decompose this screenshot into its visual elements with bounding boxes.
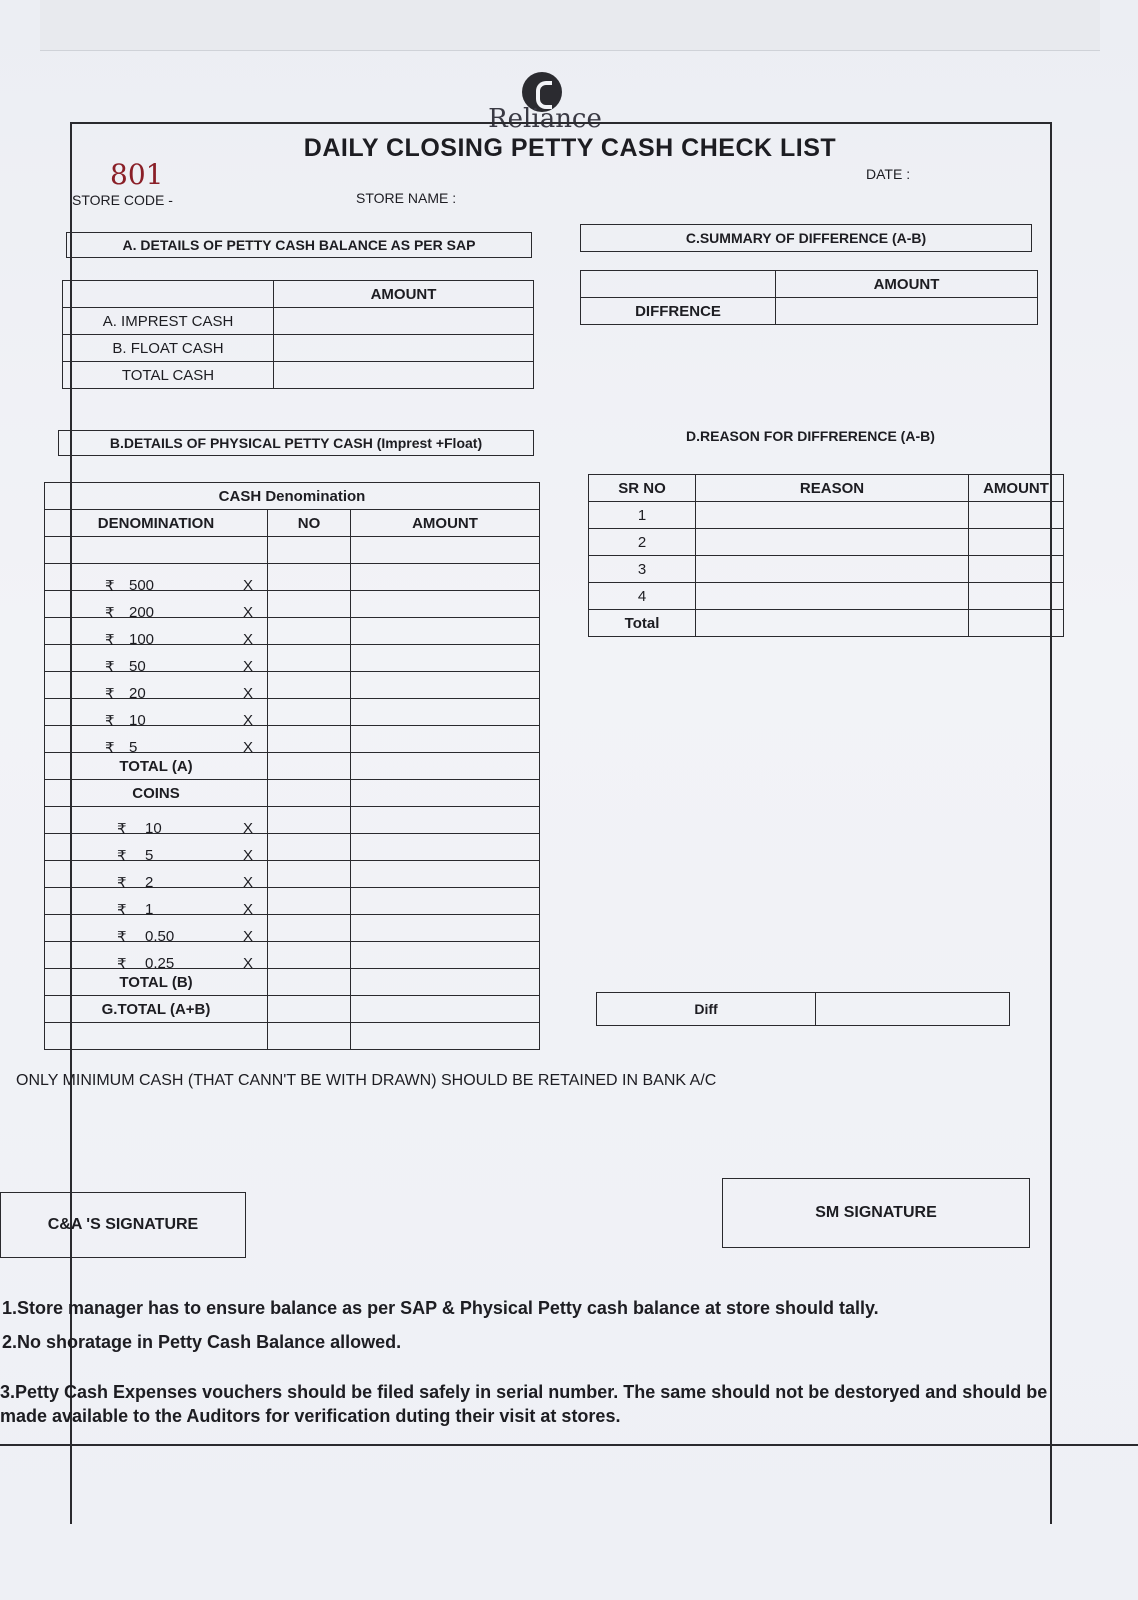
total-a-amount[interactable] <box>351 753 540 780</box>
rupee-icon: ₹ <box>105 578 115 595</box>
blank-cell <box>581 271 776 298</box>
note-denomination-cell <box>45 672 268 703</box>
note-row <box>45 618 540 645</box>
footer-note-3: 3.Petty Cash Expenses vouchers should be filed safely in serial number. The same should not be destoryed and should be <box>0 1382 1048 1402</box>
rupee-icon: ₹ <box>105 686 115 703</box>
amount-input-cell[interactable] <box>351 807 540 834</box>
rupee-icon: ₹ <box>105 740 115 757</box>
note-row <box>45 564 540 591</box>
multiply-icon: X <box>242 658 253 675</box>
note-denomination-cell <box>45 618 268 649</box>
denomination-value: 1 <box>145 901 154 918</box>
multiply-icon: X <box>242 928 253 945</box>
reason-row <box>589 556 1064 583</box>
reason-total-amount[interactable] <box>969 610 1064 637</box>
coins-no <box>268 780 351 807</box>
count-input-cell[interactable] <box>268 942 351 969</box>
count-input-cell[interactable] <box>268 807 351 834</box>
denomination-header: DENOMINATION <box>45 510 268 537</box>
amount-input-cell[interactable] <box>351 618 540 645</box>
coin-row <box>45 834 540 861</box>
reason-total-cell[interactable] <box>696 610 969 637</box>
underlying-page-edge <box>40 0 1100 51</box>
rupee-icon: ₹ <box>117 875 127 892</box>
note-denomination-cell <box>45 591 268 622</box>
rupee-icon: ₹ <box>117 848 127 865</box>
denomination-value: 10 <box>145 820 162 837</box>
total-cash-amount[interactable] <box>274 362 534 389</box>
amount-input-cell[interactable] <box>351 834 540 861</box>
rupee-icon: ₹ <box>105 605 115 622</box>
sr-no-cell: 4 <box>589 583 696 610</box>
total-b-label: TOTAL (B) <box>45 969 268 996</box>
grand-total-label: G.TOTAL (A+B) <box>45 996 268 1023</box>
diff-box <box>596 992 1010 1026</box>
reason-amount-cell[interactable] <box>969 556 1064 583</box>
multiply-icon: X <box>242 604 253 621</box>
denomination-value: 50 <box>129 658 146 675</box>
amount-input-cell[interactable] <box>351 699 540 726</box>
blank-cell <box>63 281 274 308</box>
section-a-heading: A. DETAILS OF PETTY CASH BALANCE AS PER SAP <box>66 232 532 258</box>
count-input-cell[interactable] <box>268 645 351 672</box>
diff-value[interactable] <box>816 993 1009 1025</box>
note-row <box>45 591 540 618</box>
footer-note-1: 1.Store manager has to ensure balance as per SAP & Physical Petty cash balance at store should tally. <box>2 1298 879 1318</box>
rupee-icon: ₹ <box>117 956 127 973</box>
sr-no-cell: 3 <box>589 556 696 583</box>
reason-row <box>589 583 1064 610</box>
difference-summary-table <box>580 270 1038 325</box>
reason-amount-cell[interactable] <box>969 529 1064 556</box>
denomination-value: 10 <box>129 712 146 729</box>
rupee-icon: ₹ <box>117 821 127 838</box>
difference-amount[interactable] <box>776 298 1038 325</box>
count-input-cell[interactable] <box>268 861 351 888</box>
amount-input-cell[interactable] <box>351 645 540 672</box>
amount-input-cell[interactable] <box>351 915 540 942</box>
count-input-cell[interactable] <box>268 726 351 753</box>
total-a-no[interactable] <box>268 753 351 780</box>
reason-row <box>589 502 1064 529</box>
coin-row <box>45 861 540 888</box>
denomination-value: 0.50 <box>145 928 175 945</box>
grand-total-no[interactable] <box>268 996 351 1023</box>
coin-row <box>45 888 540 915</box>
amount-header: AMOUNT <box>274 281 534 308</box>
amount-input-cell[interactable] <box>351 888 540 915</box>
coin-denomination-cell <box>45 861 268 892</box>
multiply-icon: X <box>242 901 253 918</box>
amount-input-cell[interactable] <box>351 591 540 618</box>
denomination-value: 2 <box>145 874 154 891</box>
total-a-label: TOTAL (A) <box>45 753 268 780</box>
denomination-value: 5 <box>145 847 154 864</box>
blank-cell <box>45 1023 268 1050</box>
coin-denomination-cell <box>45 834 268 865</box>
amount-header: AMOUNT <box>969 475 1064 502</box>
float-cash-label: B. FLOAT CASH <box>63 335 274 362</box>
reason-amount-cell[interactable] <box>969 583 1064 610</box>
multiply-icon: X <box>242 874 253 891</box>
total-cash-label: TOTAL CASH <box>63 362 274 389</box>
amount-header: AMOUNT <box>351 510 540 537</box>
bank-retention-note: ONLY MINIMUM CASH (THAT CANN'T BE WITH DRAWN) SHOULD BE RETAINED IN BANK A/C <box>16 1072 717 1089</box>
store-number-handwritten: 801 <box>110 158 164 191</box>
footer-rule <box>0 1444 1138 1446</box>
reason-input-cell[interactable] <box>696 583 969 610</box>
coins-rows <box>45 807 540 973</box>
coin-row <box>45 915 540 942</box>
blank-cell <box>351 1023 540 1050</box>
multiply-icon: X <box>242 739 253 756</box>
amount-input-cell[interactable] <box>351 861 540 888</box>
count-input-cell[interactable] <box>268 888 351 915</box>
reason-input-cell[interactable] <box>696 502 969 529</box>
store-name-label: STORE NAME : <box>356 190 457 206</box>
imprest-cash-amount[interactable] <box>274 308 534 335</box>
sr-no-header: SR NO <box>589 475 696 502</box>
reason-row <box>589 529 1064 556</box>
amount-input-cell[interactable] <box>351 726 540 753</box>
note-row <box>45 672 540 699</box>
count-input-cell[interactable] <box>268 591 351 618</box>
diff-label: Diff <box>597 993 816 1025</box>
coin-denomination-cell <box>45 915 268 946</box>
amount-input-cell[interactable] <box>351 564 540 591</box>
multiply-icon: X <box>242 955 253 972</box>
sr-no-cell: 1 <box>589 502 696 529</box>
denomination-value: 5 <box>129 739 138 756</box>
count-input-cell[interactable] <box>268 564 351 591</box>
note-denomination-cell <box>45 726 268 757</box>
reason-input-cell[interactable] <box>696 529 969 556</box>
note-row <box>45 726 540 753</box>
store-code-label: STORE CODE - <box>72 192 173 208</box>
note-denomination-cell <box>45 564 268 595</box>
notes-rows <box>45 564 540 757</box>
grand-total-amount[interactable] <box>351 996 540 1023</box>
coins-amount <box>351 780 540 807</box>
no-header: NO <box>268 510 351 537</box>
note-row <box>45 645 540 672</box>
rupee-icon: ₹ <box>117 902 127 919</box>
reason-input-cell[interactable] <box>696 556 969 583</box>
rupee-icon: ₹ <box>105 713 115 730</box>
multiply-icon: X <box>242 847 253 864</box>
count-input-cell[interactable] <box>268 672 351 699</box>
count-input-cell[interactable] <box>268 915 351 942</box>
denomination-value: 20 <box>129 685 146 702</box>
count-input-cell[interactable] <box>268 618 351 645</box>
multiply-icon: X <box>242 685 253 702</box>
amount-input-cell[interactable] <box>351 672 540 699</box>
count-input-cell[interactable] <box>268 834 351 861</box>
section-b-heading: B.DETAILS OF PHYSICAL PETTY CASH (Imprest +Float) <box>58 430 534 456</box>
note-denomination-cell <box>45 699 268 730</box>
brand-name: Reliance <box>488 104 602 134</box>
reason-header: REASON <box>696 475 969 502</box>
total-b-no[interactable] <box>268 969 351 996</box>
sap-balance-table <box>62 280 534 389</box>
coin-row <box>45 807 540 834</box>
note-row <box>45 699 540 726</box>
footer-note-4: made available to the Auditors for verification duting their visit at stores. <box>0 1406 621 1426</box>
sr-no-cell: 2 <box>589 529 696 556</box>
form-title: DAILY CLOSING PETTY CASH CHECK LIST <box>303 134 837 162</box>
blank-cell <box>268 537 351 564</box>
reason-rows <box>589 502 1064 610</box>
coins-label: COINS <box>45 780 268 807</box>
multiply-icon: X <box>242 712 253 729</box>
count-input-cell[interactable] <box>268 699 351 726</box>
section-c-heading: C.SUMMARY OF DIFFERENCE (A-B) <box>580 224 1032 252</box>
imprest-cash-label: A. IMPREST CASH <box>63 308 274 335</box>
reason-table <box>588 474 1064 637</box>
total-b-amount[interactable] <box>351 969 540 996</box>
amount-input-cell[interactable] <box>351 942 540 969</box>
rupee-icon: ₹ <box>105 632 115 649</box>
multiply-icon: X <box>242 631 253 648</box>
cash-denomination-header: CASH Denomination <box>45 483 540 510</box>
float-cash-amount[interactable] <box>274 335 534 362</box>
blank-cell <box>45 537 268 564</box>
footer-note-2: 2.No shoratage in Petty Cash Balance allowed. <box>2 1332 402 1352</box>
amount-header: AMOUNT <box>776 271 1038 298</box>
denomination-value: 500 <box>129 577 155 594</box>
rupee-icon: ₹ <box>117 929 127 946</box>
denomination-value: 0.25 <box>145 955 175 972</box>
multiply-icon: X <box>242 820 253 837</box>
section-d-heading: D.REASON FOR DIFFRERENCE (A-B) <box>686 428 935 444</box>
blank-cell <box>268 1023 351 1050</box>
denomination-value: 200 <box>129 604 155 621</box>
date-label: DATE : <box>866 166 911 182</box>
difference-label: DIFFRENCE <box>581 298 776 325</box>
coin-row <box>45 942 540 969</box>
denomination-value: 100 <box>129 631 155 648</box>
physical-cash-table <box>44 482 540 1050</box>
ca-signature-box[interactable]: C&A 'S SIGNATURE <box>0 1192 246 1258</box>
coin-denomination-cell <box>45 942 268 973</box>
multiply-icon: X <box>242 577 253 594</box>
sm-signature-box[interactable]: SM SIGNATURE <box>722 1178 1030 1248</box>
reason-amount-cell[interactable] <box>969 502 1064 529</box>
coin-denomination-cell <box>45 888 268 919</box>
blank-cell <box>351 537 540 564</box>
rupee-icon: ₹ <box>105 659 115 676</box>
note-denomination-cell <box>45 645 268 676</box>
coin-denomination-cell <box>45 807 268 838</box>
reason-total-label: Total <box>589 610 696 637</box>
